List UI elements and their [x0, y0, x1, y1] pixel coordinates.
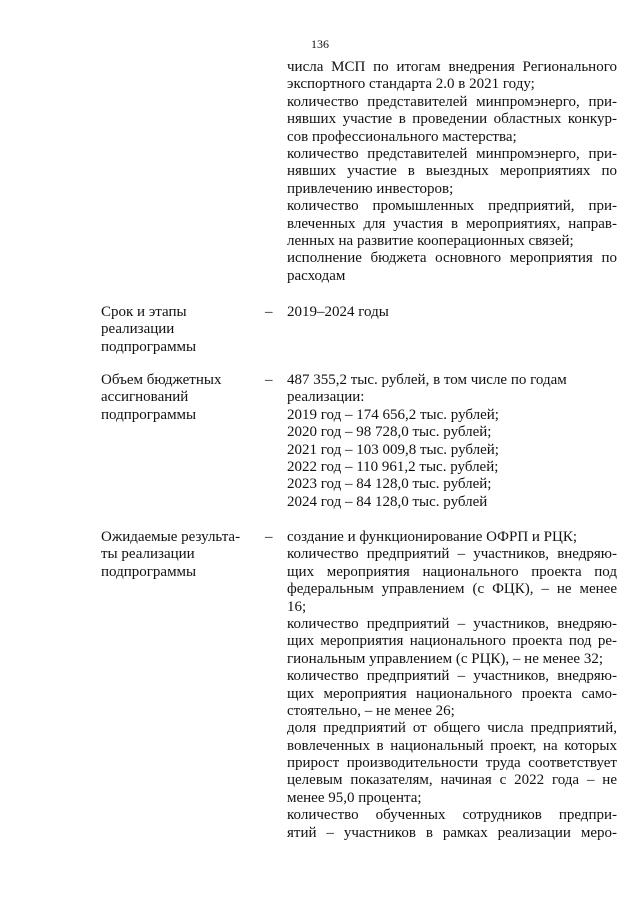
value-line: количество предприятий – участников, внедряю- [287, 546, 617, 563]
label-line: подпрограммы [101, 338, 197, 355]
value-line: создание и функционирование ОФРП и РЦК; [287, 529, 578, 545]
text-line: нявших участие в выездных мероприятиях по [287, 163, 617, 180]
value-line: вовлеченных в национальный проект, на которых [287, 737, 617, 754]
value-line: гиональным управлением (с РЦК), – не менее 32; [287, 650, 604, 667]
value-line: количество обученных сотрудников предпри- [287, 807, 617, 824]
label-line: Ожидаемые результа- [101, 529, 241, 545]
value-line: целевым показателям, начиная с 2022 года – не [287, 772, 617, 789]
value-line: количество предприятий – участников, внедряю- [287, 615, 617, 632]
text-line: расходам [287, 267, 346, 284]
label-line: Объем бюджетных [101, 372, 222, 388]
value-line: 2020 год – 98 728,0 тыс. рублей; [287, 424, 492, 441]
row-dash: – [265, 372, 273, 388]
value-line: 16; [287, 598, 307, 615]
page-number: 136 [311, 37, 329, 51]
row-value [287, 304, 617, 321]
value-line: 2023 год – 84 128,0 тыс. рублей; [287, 476, 492, 493]
text-line: нявших участие в проведении областных конкур- [287, 111, 617, 128]
row-dash: – [265, 529, 273, 545]
row-label [101, 529, 259, 581]
value-line: ятий – участников в рамках реализации меро- [287, 824, 617, 841]
value-line: 2024 год – 84 128,0 тыс. рублей [287, 493, 488, 510]
text-line: экспортного стандарта 2.0 в 2021 году; [287, 76, 535, 93]
value-line: доля предприятий от общего числа предприятий, [287, 720, 617, 737]
text-line: исполнение бюджета основного мероприятия по [287, 250, 617, 267]
row-value [287, 529, 617, 842]
label-line: ассигнований [101, 389, 189, 406]
text-line: привлечению инвесторов; [287, 180, 454, 197]
text-line: количество представителей минпромэнерго, при- [287, 93, 617, 110]
value-line: 2019 год – 174 656,2 тыс. рублей; [287, 406, 499, 423]
row-dash: – [265, 304, 273, 320]
label-line: реализации [101, 321, 175, 338]
value-line: 2019–2024 годы [287, 304, 389, 320]
row-value [287, 372, 617, 511]
value-line: реализации: [287, 389, 365, 406]
continued-indicators-text [287, 59, 617, 285]
text-line: количество представителей минпромэнерго, при- [287, 145, 617, 162]
text-line: влеченных для участия в мероприятиях, направ- [287, 215, 617, 232]
value-line: федеральным управлением (с ФЦК), – не менее [287, 581, 617, 598]
label-line: подпрограммы [101, 406, 197, 423]
value-line: щих мероприятия национального проекта под [287, 563, 617, 580]
value-line: 2022 год – 110 961,2 тыс. рублей; [287, 458, 499, 475]
label-line: Срок и этапы [101, 304, 187, 320]
text-line: количество промышленных предприятий, при- [287, 198, 617, 215]
value-line: щих мероприятия национального проекта под ре- [287, 633, 617, 650]
text-line: числа МСП по итогам внедрения Регионального [287, 59, 617, 75]
value-line: прирост производительности труда соответствует [287, 755, 617, 772]
row-label [101, 304, 259, 356]
value-line: количество предприятий – участников, внедряю- [287, 668, 617, 685]
value-line: 2021 год – 103 009,8 тыс. рублей; [287, 441, 499, 458]
text-line: ленных на развитие кооперационных связей; [287, 232, 574, 249]
value-line: щих мероприятия национального проекта само- [287, 685, 617, 702]
text-line: сов профессионального мастерства; [287, 128, 517, 145]
row-label [101, 372, 259, 424]
value-line: 487 355,2 тыс. рублей, в том числе по годам [287, 372, 567, 388]
label-line: подпрограммы [101, 563, 197, 580]
value-line: стоятельно, – не менее 26; [287, 702, 455, 719]
label-line: ты реализации [101, 546, 195, 563]
value-line: менее 95,0 процента; [287, 789, 422, 806]
